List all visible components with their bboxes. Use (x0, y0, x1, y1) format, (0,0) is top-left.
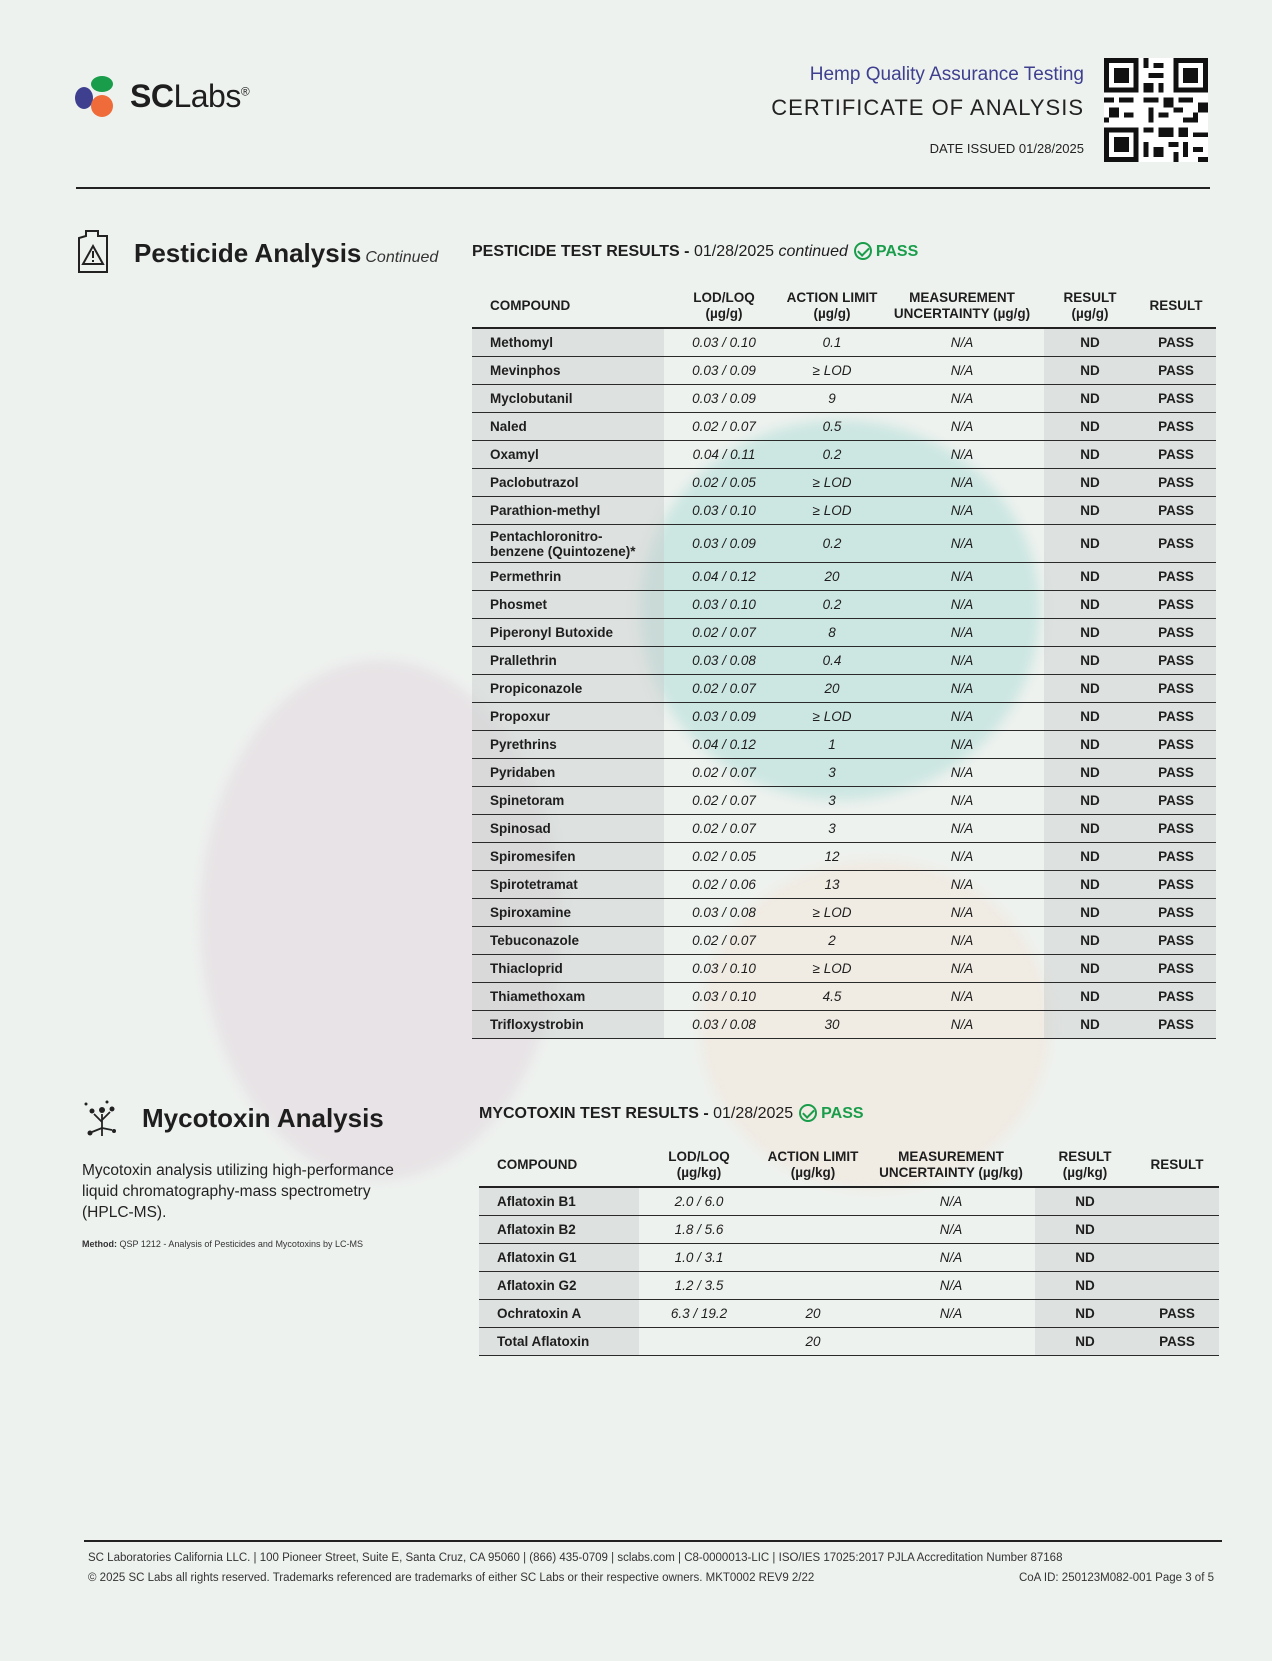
result-value-cell: ND (1035, 1300, 1135, 1328)
uncertainty-cell: N/A (880, 647, 1044, 675)
result-status-cell: PASS (1136, 469, 1216, 497)
compound-cell: Tebuconazole (472, 927, 664, 955)
result-status-cell: PASS (1136, 927, 1216, 955)
pass-check-icon (799, 1104, 817, 1122)
action-limit-cell: 0.5 (784, 413, 880, 441)
lodloq-cell: 6.3 / 19.2 (639, 1300, 759, 1328)
uncertainty-cell: N/A (880, 1011, 1044, 1039)
table-row (479, 1187, 1219, 1216)
lodloq-cell: 1.0 / 3.1 (639, 1244, 759, 1272)
compound-cell: Paclobutrazol (472, 469, 664, 497)
col-result-status: RESULT (1149, 297, 1203, 313)
result-value-cell: ND (1035, 1216, 1135, 1244)
col-result-value: RESULT (µg/g) (1063, 289, 1117, 321)
logo-text: SCLabs® (130, 78, 250, 114)
result-value-cell: ND (1044, 899, 1136, 927)
table-row (472, 357, 1216, 385)
action-limit-cell: ≥ LOD (784, 955, 880, 983)
result-status-cell (1135, 1244, 1219, 1272)
action-limit-cell: 30 (784, 1011, 880, 1039)
compound-cell: Aflatoxin B1 (479, 1187, 639, 1216)
table-row (479, 1244, 1219, 1272)
uncertainty-cell: N/A (880, 983, 1044, 1011)
result-value-cell: ND (1044, 619, 1136, 647)
result-status-cell: PASS (1136, 843, 1216, 871)
table-row (472, 759, 1216, 787)
result-status-cell: PASS (1135, 1328, 1219, 1356)
pesticide-results-table (472, 284, 1216, 1039)
uncertainty-cell: N/A (880, 441, 1044, 469)
lodloq-cell: 0.03 / 0.09 (664, 525, 784, 563)
compound-cell: Pentachloronitro- benzene (Quintozene)* (472, 525, 664, 563)
action-limit-cell: 12 (784, 843, 880, 871)
lodloq-cell: 0.04 / 0.12 (664, 731, 784, 759)
result-value-cell: ND (1044, 703, 1136, 731)
result-value-cell: ND (1044, 563, 1136, 591)
qr-code-icon (1104, 58, 1208, 162)
result-status-cell: PASS (1136, 413, 1216, 441)
uncertainty-cell: N/A (880, 703, 1044, 731)
action-limit-cell: ≥ LOD (784, 357, 880, 385)
action-limit-cell: 0.1 (784, 328, 880, 357)
mycotoxin-results-heading: MYCOTOXIN TEST RESULTS - 01/28/2025 PASS (479, 1105, 864, 1122)
compound-cell: Aflatoxin G1 (479, 1244, 639, 1272)
method-note: Method: QSP 1212 - Analysis of Pesticides and Mycotoxins by LC-MS (82, 1239, 363, 1249)
compound-cell: Phosmet (472, 591, 664, 619)
lodloq-cell: 0.03 / 0.08 (664, 1011, 784, 1039)
col-action-limit: ACTION LIMIT (µg/g) (786, 289, 878, 321)
uncertainty-cell: N/A (880, 871, 1044, 899)
table-row (472, 927, 1216, 955)
compound-cell: Aflatoxin G2 (479, 1272, 639, 1300)
action-limit-cell: 2 (784, 927, 880, 955)
table-row (472, 843, 1216, 871)
result-value-cell: ND (1044, 843, 1136, 871)
result-value-cell: ND (1044, 469, 1136, 497)
lodloq-cell: 0.02 / 0.05 (664, 843, 784, 871)
result-value-cell: ND (1044, 1011, 1136, 1039)
uncertainty-cell: N/A (867, 1216, 1035, 1244)
col-compound: COMPOUND (490, 297, 571, 313)
logo-mark-icon (70, 70, 126, 126)
compound-cell: Ochratoxin A (479, 1300, 639, 1328)
result-value-cell: ND (1044, 497, 1136, 525)
lodloq-cell: 0.02 / 0.07 (664, 787, 784, 815)
result-status-cell: PASS (1136, 983, 1216, 1011)
lodloq-cell: 0.03 / 0.08 (664, 647, 784, 675)
table-row (472, 647, 1216, 675)
pass-check-icon (854, 242, 872, 260)
table-row (472, 328, 1216, 357)
result-value-cell: ND (1044, 759, 1136, 787)
result-status-cell (1135, 1187, 1219, 1216)
lodloq-cell: 0.04 / 0.12 (664, 563, 784, 591)
result-value-cell: ND (1044, 328, 1136, 357)
mycotoxin-section-title: Mycotoxin Analysis (142, 1103, 384, 1133)
date-issued: DATE ISSUED 01/28/2025 (929, 141, 1084, 156)
action-limit-cell: 8 (784, 619, 880, 647)
result-status-cell: PASS (1135, 1300, 1219, 1328)
compound-cell: Spirotetramat (472, 871, 664, 899)
lodloq-cell: 0.03 / 0.10 (664, 983, 784, 1011)
lodloq-cell: 0.02 / 0.06 (664, 871, 784, 899)
uncertainty-cell: N/A (867, 1272, 1035, 1300)
uncertainty-cell: N/A (867, 1244, 1035, 1272)
uncertainty-cell: N/A (880, 497, 1044, 525)
action-limit-cell: 20 (784, 563, 880, 591)
compound-cell: Prallethrin (472, 647, 664, 675)
table-row (472, 675, 1216, 703)
result-value-cell: ND (1035, 1328, 1135, 1356)
action-limit-cell: 13 (784, 871, 880, 899)
table-row (472, 497, 1216, 525)
compound-cell: Propoxur (472, 703, 664, 731)
uncertainty-cell: N/A (880, 955, 1044, 983)
action-limit-cell: 9 (784, 385, 880, 413)
result-status-cell: PASS (1136, 647, 1216, 675)
result-value-cell: ND (1044, 871, 1136, 899)
uncertainty-cell: N/A (867, 1300, 1035, 1328)
table-row (472, 955, 1216, 983)
action-limit-cell (759, 1187, 867, 1216)
pesticide-container-icon (76, 228, 110, 274)
table-row (472, 619, 1216, 647)
result-status-cell: PASS (1136, 1011, 1216, 1039)
col-measurement-uncertainty: MEASUREMENT UNCERTAINTY (µg/g) (893, 289, 1031, 321)
action-limit-cell (759, 1272, 867, 1300)
table-row (472, 899, 1216, 927)
uncertainty-cell (867, 1328, 1035, 1356)
result-status-cell: PASS (1136, 328, 1216, 357)
table-row (472, 815, 1216, 843)
result-status-cell: PASS (1136, 591, 1216, 619)
action-limit-cell: 3 (784, 815, 880, 843)
uncertainty-cell: N/A (880, 619, 1044, 647)
result-value-cell: ND (1044, 815, 1136, 843)
footer-company-info: SC Laboratories California LLC. | 100 Pioneer Street, Suite E, Santa Cruz, CA 95060 | (866) 435-0709 | sclabs.com | C8-0000013-LIC | ISO/IES 17025:2017 PJLA Accreditation Number 87168 (88, 1552, 1063, 1564)
result-status-cell: PASS (1136, 497, 1216, 525)
action-limit-cell: 3 (784, 759, 880, 787)
compound-cell: Thiamethoxam (472, 983, 664, 1011)
compound-cell: Total Aflatoxin (479, 1328, 639, 1356)
result-status-cell: PASS (1136, 731, 1216, 759)
result-value-cell: ND (1044, 647, 1136, 675)
col-lodloq: LOD/LOQ (µg/g) (693, 289, 755, 321)
table-row (472, 385, 1216, 413)
table-row (479, 1216, 1219, 1244)
uncertainty-cell: N/A (880, 731, 1044, 759)
result-status-cell: PASS (1136, 787, 1216, 815)
result-value-cell: ND (1044, 385, 1136, 413)
uncertainty-cell: N/A (880, 899, 1044, 927)
lodloq-cell: 0.03 / 0.10 (664, 591, 784, 619)
lodloq-cell: 0.03 / 0.08 (664, 899, 784, 927)
result-status-cell: PASS (1136, 525, 1216, 563)
uncertainty-cell: N/A (880, 328, 1044, 357)
table-row (479, 1272, 1219, 1300)
lodloq-cell: 1.8 / 5.6 (639, 1216, 759, 1244)
lodloq-cell: 2.0 / 6.0 (639, 1187, 759, 1216)
uncertainty-cell: N/A (867, 1187, 1035, 1216)
lodloq-cell (639, 1328, 759, 1356)
action-limit-cell: ≥ LOD (784, 899, 880, 927)
result-value-cell: ND (1044, 441, 1136, 469)
action-limit-cell: 0.2 (784, 591, 880, 619)
compound-cell: Spiroxamine (472, 899, 664, 927)
table-row (472, 413, 1216, 441)
uncertainty-cell: N/A (880, 815, 1044, 843)
col-action-limit: ACTION LIMIT (µg/kg) (767, 1148, 859, 1180)
uncertainty-cell: N/A (880, 927, 1044, 955)
compound-cell: Myclobutanil (472, 385, 664, 413)
table-row (472, 525, 1216, 563)
table-row (472, 787, 1216, 815)
action-limit-cell: 20 (784, 675, 880, 703)
compound-cell: Spinosad (472, 815, 664, 843)
action-limit-cell: ≥ LOD (784, 469, 880, 497)
result-value-cell: ND (1044, 413, 1136, 441)
lodloq-cell: 0.03 / 0.10 (664, 328, 784, 357)
table-row (472, 469, 1216, 497)
action-limit-cell: ≥ LOD (784, 703, 880, 731)
table-row (472, 731, 1216, 759)
action-limit-cell: ≥ LOD (784, 497, 880, 525)
lodloq-cell: 0.04 / 0.11 (664, 441, 784, 469)
lodloq-cell: 0.03 / 0.09 (664, 385, 784, 413)
footer-coa-id: CoA ID: 250123M082-001 Page 3 of 5 (1018, 1572, 1214, 1584)
action-limit-cell: 0.4 (784, 647, 880, 675)
result-status-cell: PASS (1136, 955, 1216, 983)
table-row (472, 591, 1216, 619)
uncertainty-cell: N/A (880, 385, 1044, 413)
action-limit-cell: 0.2 (784, 525, 880, 563)
report-title: CERTIFICATE OF ANALYSIS (771, 95, 1084, 120)
table-row (472, 1011, 1216, 1039)
result-value-cell: ND (1044, 955, 1136, 983)
compound-cell: Pyridaben (472, 759, 664, 787)
compound-cell: Trifloxystrobin (472, 1011, 664, 1039)
lodloq-cell: 0.02 / 0.07 (664, 619, 784, 647)
lodloq-cell: 0.03 / 0.10 (664, 497, 784, 525)
lodloq-cell: 0.02 / 0.05 (664, 469, 784, 497)
action-limit-cell: 20 (759, 1300, 867, 1328)
col-lodloq: LOD/LOQ (µg/kg) (668, 1148, 730, 1180)
result-value-cell: ND (1044, 927, 1136, 955)
lodloq-cell: 0.02 / 0.07 (664, 675, 784, 703)
result-status-cell: PASS (1136, 675, 1216, 703)
lodloq-cell: 0.02 / 0.07 (664, 815, 784, 843)
action-limit-cell (759, 1244, 867, 1272)
result-value-cell: ND (1044, 787, 1136, 815)
uncertainty-cell: N/A (880, 469, 1044, 497)
action-limit-cell (759, 1216, 867, 1244)
compound-cell: Spinetoram (472, 787, 664, 815)
compound-cell: Parathion-methyl (472, 497, 664, 525)
result-status-cell: PASS (1136, 357, 1216, 385)
action-limit-cell: 4.5 (784, 983, 880, 1011)
uncertainty-cell: N/A (880, 591, 1044, 619)
uncertainty-cell: N/A (880, 357, 1044, 385)
sc-labs-logo (70, 70, 300, 126)
uncertainty-cell: N/A (880, 787, 1044, 815)
result-status-cell: PASS (1136, 871, 1216, 899)
table-row (472, 703, 1216, 731)
result-status-cell: PASS (1136, 815, 1216, 843)
uncertainty-cell: N/A (880, 413, 1044, 441)
compound-cell: Pyrethrins (472, 731, 664, 759)
col-result-value: RESULT (µg/kg) (1058, 1148, 1112, 1180)
result-value-cell: ND (1035, 1187, 1135, 1216)
table-row (472, 983, 1216, 1011)
result-status-cell: PASS (1136, 703, 1216, 731)
col-measurement-uncertainty: MEASUREMENT UNCERTAINTY (µg/kg) (879, 1148, 1023, 1180)
result-value-cell: ND (1044, 525, 1136, 563)
lodloq-cell: 0.03 / 0.09 (664, 357, 784, 385)
col-result-status: RESULT (1150, 1156, 1204, 1172)
result-value-cell: ND (1035, 1244, 1135, 1272)
result-status-cell: PASS (1136, 441, 1216, 469)
lodloq-cell: 0.02 / 0.07 (664, 927, 784, 955)
table-row (472, 441, 1216, 469)
report-subtitle: Hemp Quality Assurance Testing (809, 64, 1084, 85)
mycotoxin-mold-icon (80, 1096, 124, 1140)
compound-cell: Oxamyl (472, 441, 664, 469)
result-status-cell (1135, 1216, 1219, 1244)
action-limit-cell: 3 (784, 787, 880, 815)
compound-cell: Permethrin (472, 563, 664, 591)
result-value-cell: ND (1044, 731, 1136, 759)
footer-divider (84, 1540, 1222, 1542)
compound-cell: Naled (472, 413, 664, 441)
pesticide-results-heading: PESTICIDE TEST RESULTS - 01/28/2025 continued PASS (472, 243, 919, 260)
uncertainty-cell: N/A (880, 759, 1044, 787)
result-status-cell: PASS (1136, 563, 1216, 591)
header-divider (76, 187, 1210, 189)
compound-cell: Propiconazole (472, 675, 664, 703)
mycotoxin-results-table (479, 1143, 1219, 1356)
uncertainty-cell: N/A (880, 563, 1044, 591)
uncertainty-cell: N/A (880, 843, 1044, 871)
result-value-cell: ND (1044, 591, 1136, 619)
lodloq-cell: 0.02 / 0.07 (664, 759, 784, 787)
pesticide-section-title: Pesticide Analysis Continued (134, 238, 439, 268)
result-status-cell: PASS (1136, 619, 1216, 647)
compound-cell: Piperonyl Butoxide (472, 619, 664, 647)
table-row (479, 1300, 1219, 1328)
action-limit-cell: 20 (759, 1328, 867, 1356)
uncertainty-cell: N/A (880, 675, 1044, 703)
result-status-cell: PASS (1136, 385, 1216, 413)
table-row (472, 563, 1216, 591)
table-row (472, 871, 1216, 899)
table-row (479, 1328, 1219, 1356)
mycotoxin-description: Mycotoxin analysis utilizing high-performance liquid chromatography-mass spectrometry (HPLC-MS). (82, 1162, 394, 1221)
lodloq-cell: 0.02 / 0.07 (664, 413, 784, 441)
col-compound: COMPOUND (497, 1156, 578, 1172)
compound-cell: Methomyl (472, 328, 664, 357)
compound-cell: Spiromesifen (472, 843, 664, 871)
compound-cell: Thiacloprid (472, 955, 664, 983)
compound-cell: Mevinphos (472, 357, 664, 385)
result-value-cell: ND (1044, 357, 1136, 385)
uncertainty-cell: N/A (880, 525, 1044, 563)
lodloq-cell: 0.03 / 0.10 (664, 955, 784, 983)
lodloq-cell: 1.2 / 3.5 (639, 1272, 759, 1300)
action-limit-cell: 0.2 (784, 441, 880, 469)
result-status-cell: PASS (1136, 759, 1216, 787)
result-status-cell: PASS (1136, 899, 1216, 927)
action-limit-cell: 1 (784, 731, 880, 759)
compound-cell: Aflatoxin B2 (479, 1216, 639, 1244)
footer-copyright: © 2025 SC Labs all rights reserved. Trademarks referenced are trademarks of either SC Labs or their respective owners. MKT0002 REV9 2/22 (88, 1572, 815, 1584)
result-status-cell (1135, 1272, 1219, 1300)
result-value-cell: ND (1044, 675, 1136, 703)
result-value-cell: ND (1044, 983, 1136, 1011)
result-value-cell: ND (1035, 1272, 1135, 1300)
lodloq-cell: 0.03 / 0.09 (664, 703, 784, 731)
